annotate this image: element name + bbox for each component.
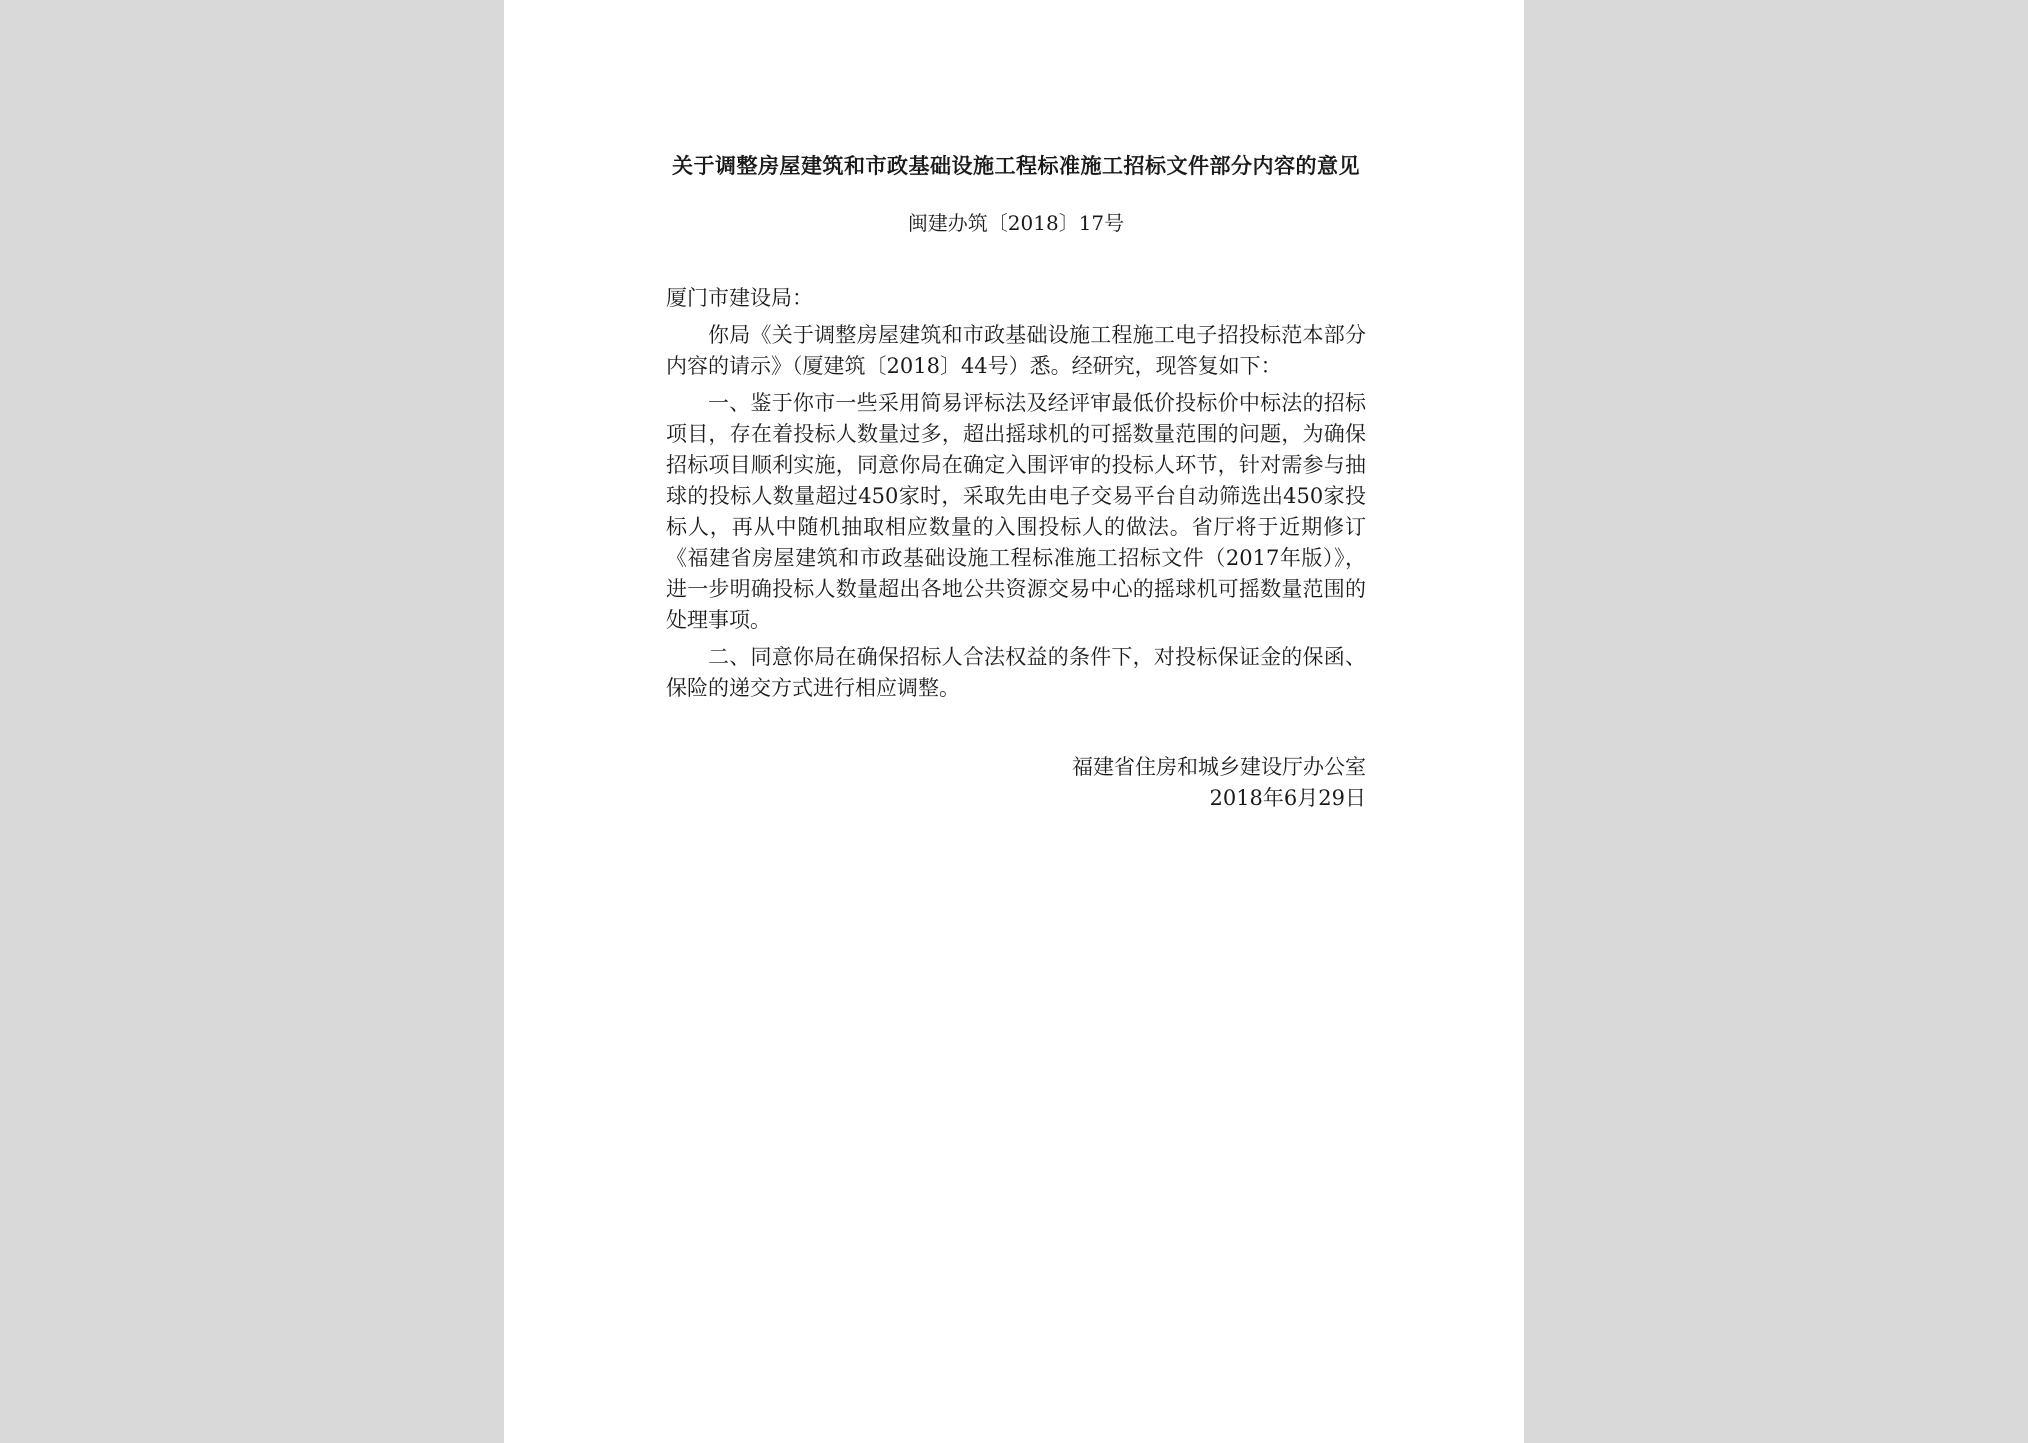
document-number: 闽建办筑〔2018〕17号 <box>907 211 1125 235</box>
issuer-name: 福建省住房和城乡建设厅办公室 <box>1072 755 1366 779</box>
paragraph-intro: 你局《关于调整房屋建筑和市政基础设施工程施工电子招投标范本部分内容的请示》（厦建筑〔2018〕44号）悉。经研究，现答复如下： <box>666 323 1366 378</box>
salutation: 厦门市建设局： <box>666 286 813 310</box>
issue-date: 2018年6月29日 <box>1209 786 1366 810</box>
paragraph-item-1: 一、鉴于你市一些采用简易评标法及经评审最低价投标价中标法的招标项目，存在着投标人数量过多，超出摇球机的可摇数量范围的问题，为确保招标项目顺利实施，同意你局在确定入围评审的投标人环节，针对需参与抽球的投标人数量超过450家时，采取先由电子交易平台自动筛选出450家投标人，再从中随机抽取相应数量的入围投标人的做法。省厅将于近期修订《福建省房屋建筑和市政基础设施工程标准施工招标文件（2017年版）》，进一步明确投标人数量超出各地公共资源交易中心的摇球机可摇数量范围的处理事项。 <box>666 391 1366 632</box>
document-content <box>666 150 1366 814</box>
document-page <box>504 0 1524 1443</box>
signature-block <box>666 752 1366 814</box>
paragraph-item-2: 二、同意你局在确保招标人合法权益的条件下，对投标保证金的保函、保险的递交方式进行相应调整。 <box>666 645 1366 700</box>
document-title: 关于调整房屋建筑和市政基础设施工程标准施工招标文件部分内容的意见 <box>672 154 1360 178</box>
